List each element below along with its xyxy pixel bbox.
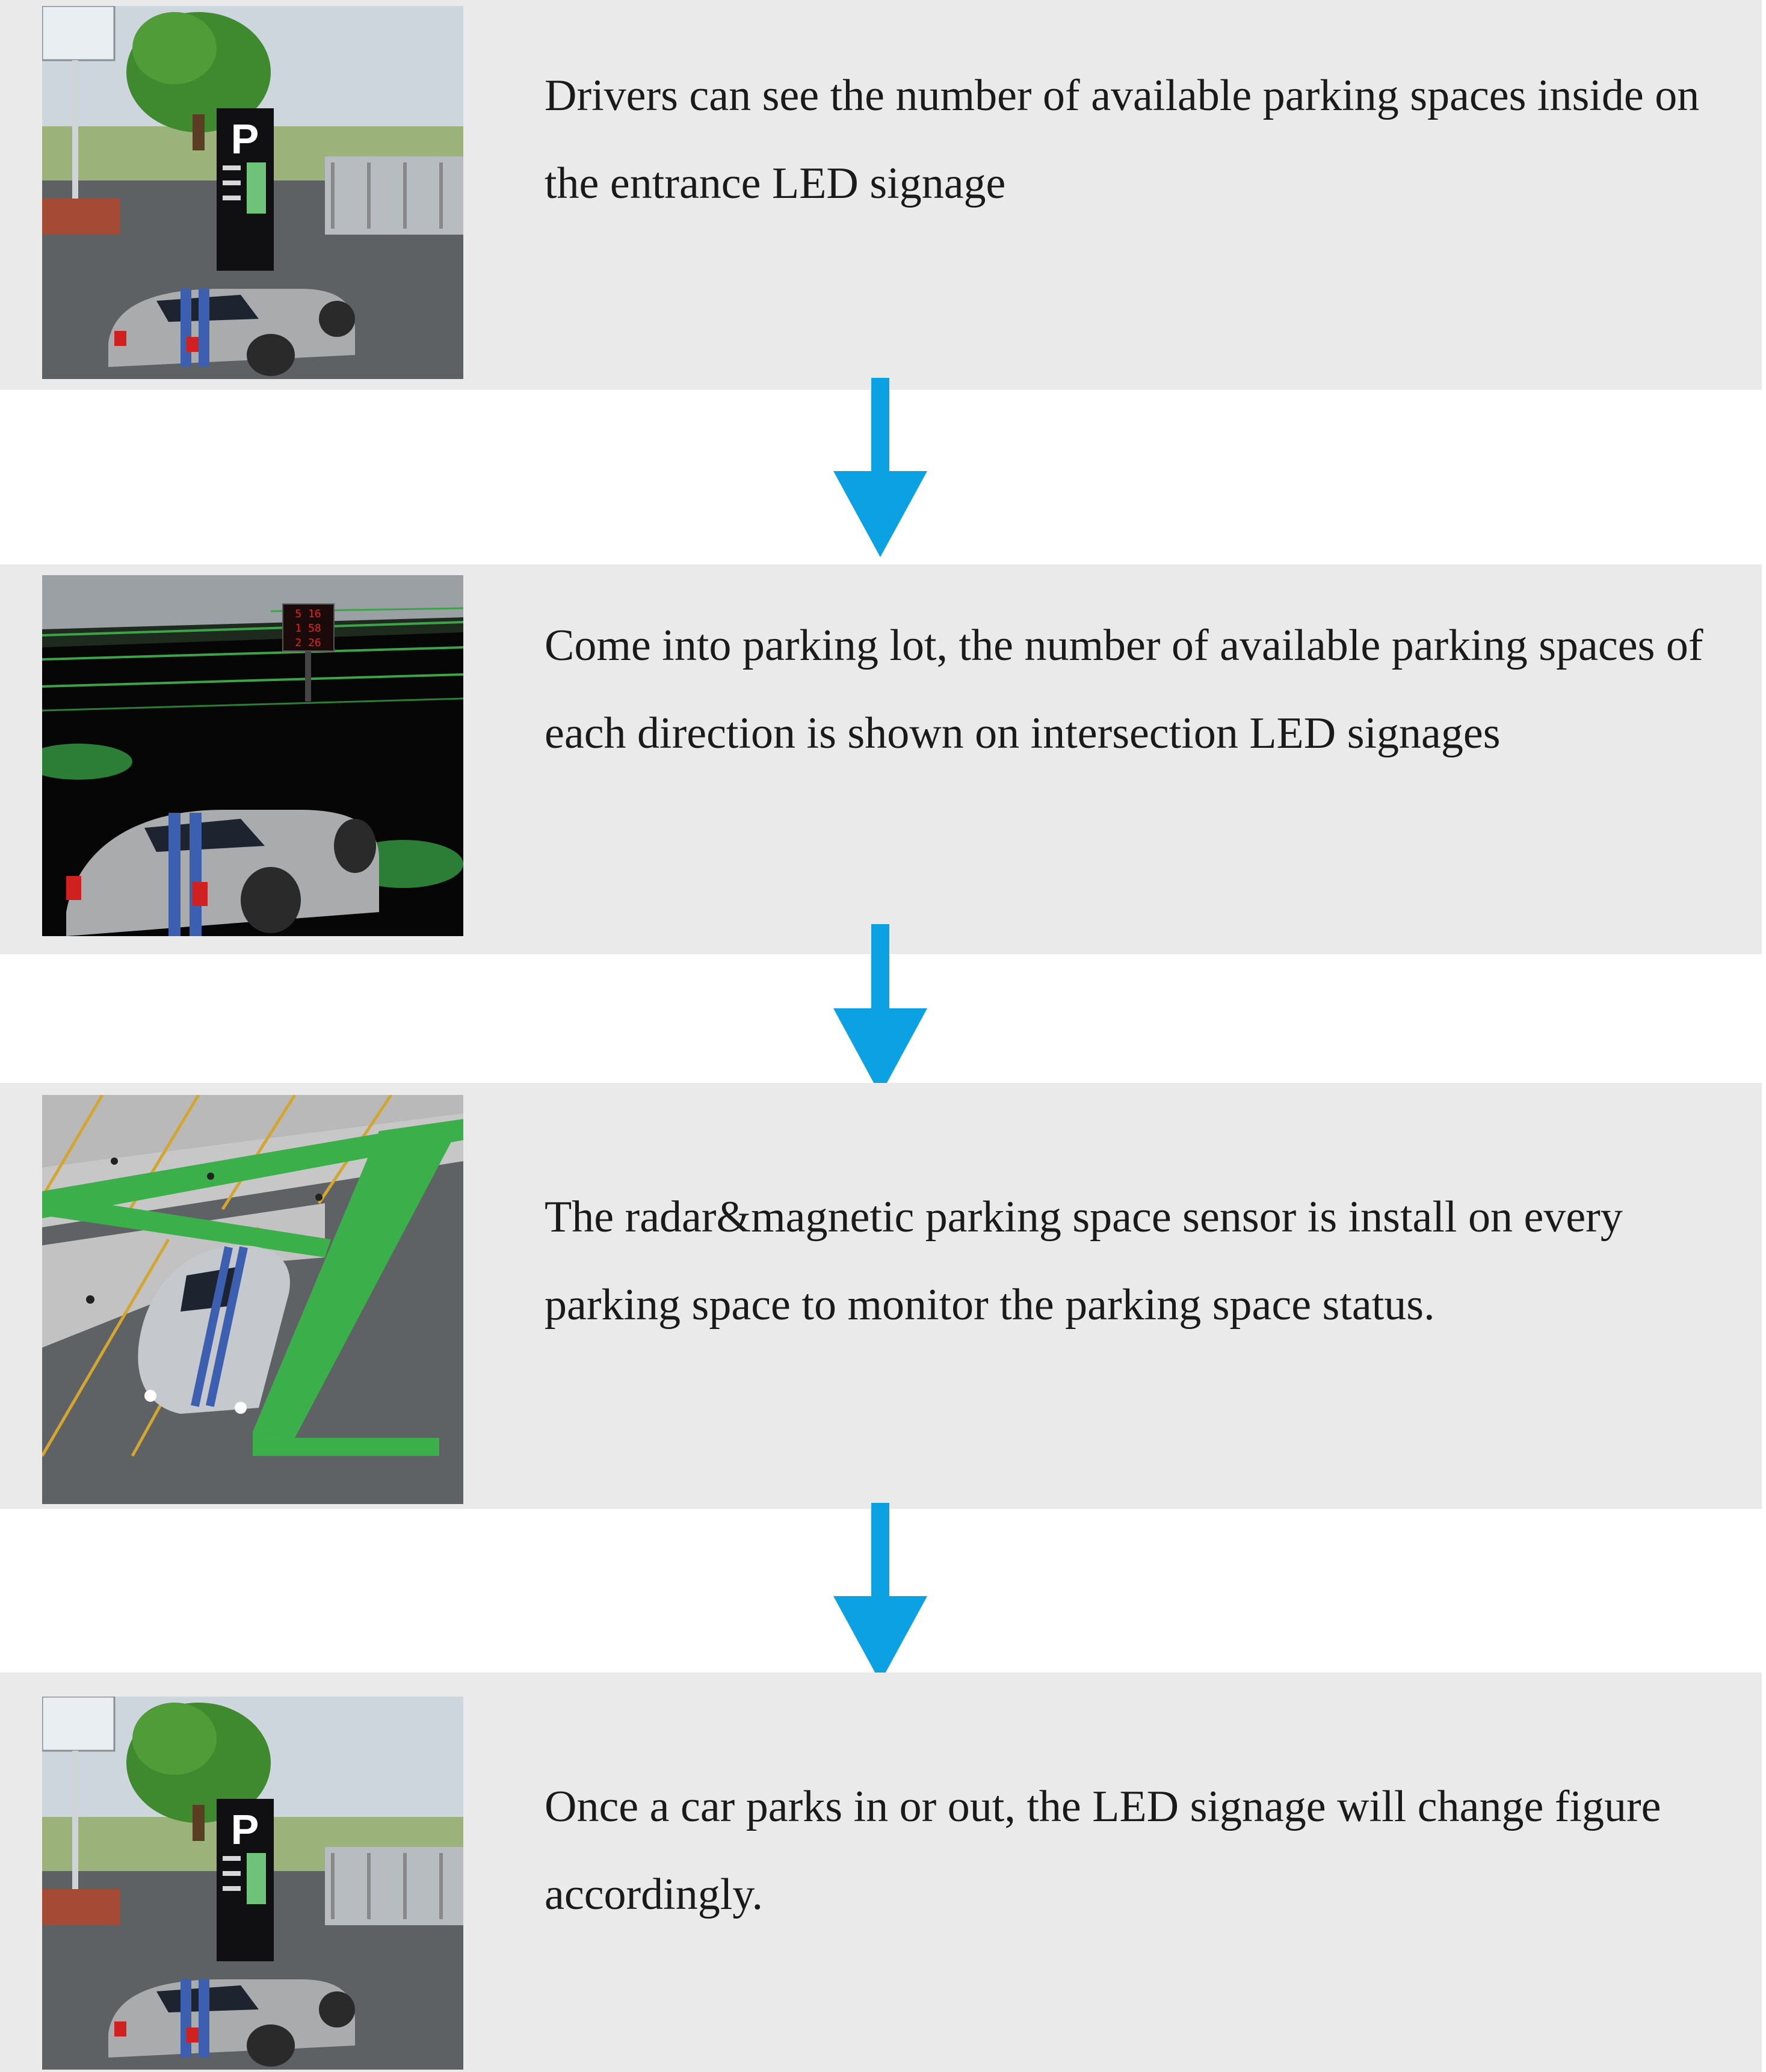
led-value-2: 1 58 (295, 622, 321, 635)
led-value-1: 5 16 (295, 608, 321, 620)
parking-space-scene-image (42, 1095, 463, 1504)
down-arrow-icon (833, 378, 927, 557)
step-3-panel (0, 1083, 1762, 1509)
entrance-scene-image (42, 6, 463, 379)
parking-sign-letter: P (230, 116, 259, 162)
down-arrow-icon (833, 1503, 927, 1682)
step-1-panel (0, 0, 1762, 390)
step-2-panel (0, 564, 1762, 954)
step-4-panel (0, 1673, 1762, 2072)
step-4-text: Once a car parks in or out, the LED signage will change figure accordingly. (545, 1782, 1661, 1919)
intersection-scene-image (42, 575, 463, 936)
down-arrow-icon (833, 924, 927, 1095)
step-2-text: Come into parking lot, the number of available parking spaces of each direction is shown on intersection LED signages (545, 621, 1703, 758)
led-value-3: 2 26 (295, 637, 321, 649)
parking-sign-letter: P (230, 1806, 259, 1853)
step-3-text: The radar&magnetic parking space sensor is install on every parking space to monitor the parking space status. (545, 1192, 1623, 1330)
step-1-text: Drivers can see the number of available parking spaces inside on the entrance LED signage (545, 71, 1700, 208)
entrance-scene-image (42, 1697, 463, 2070)
